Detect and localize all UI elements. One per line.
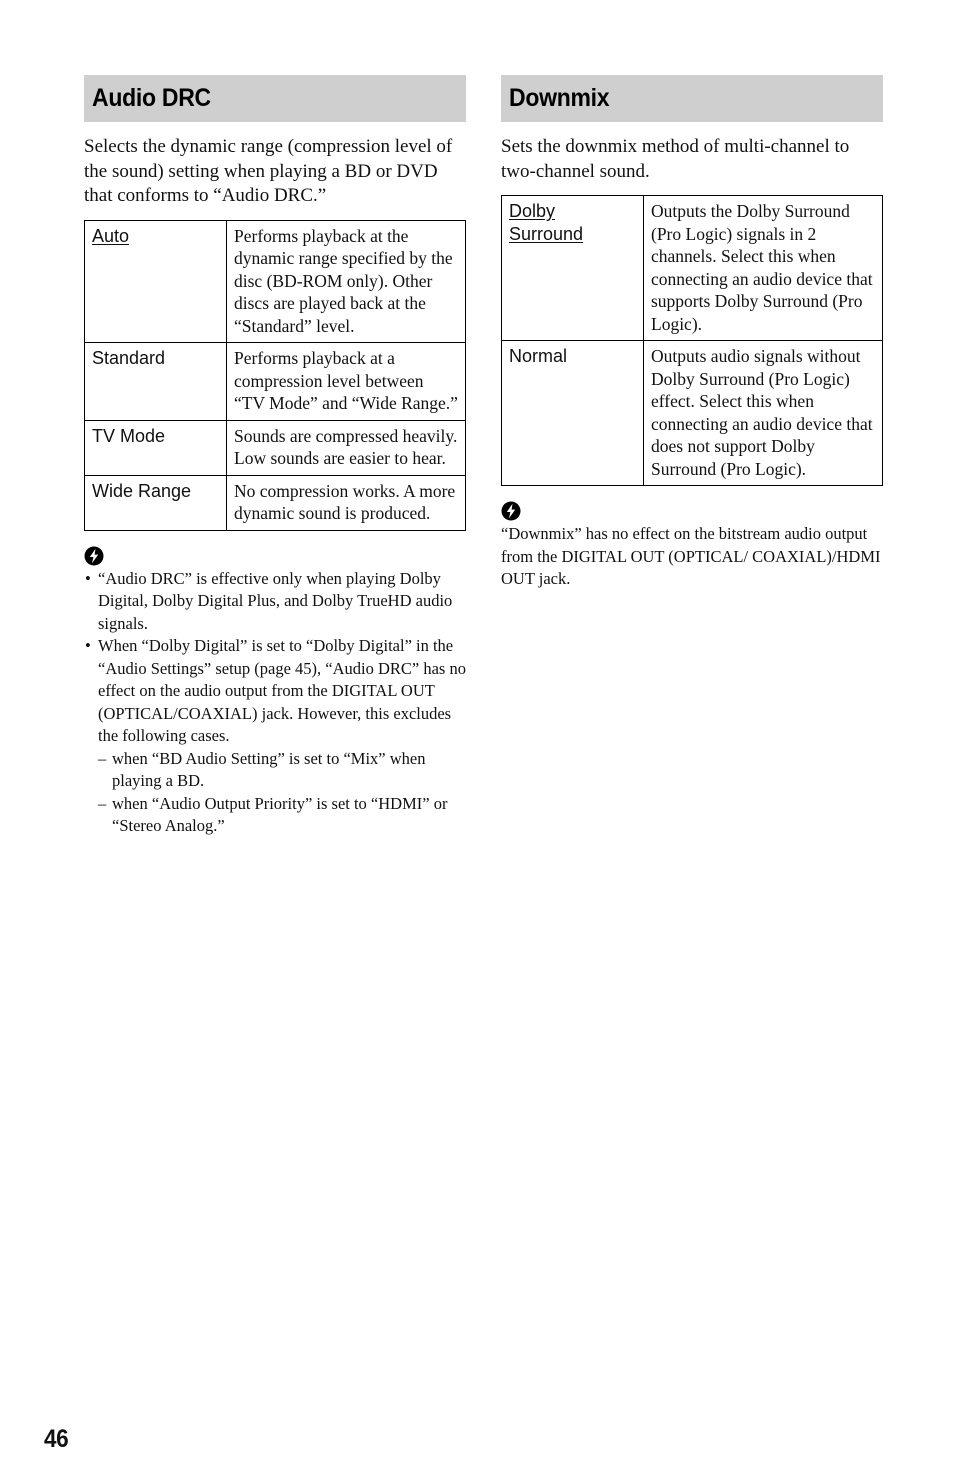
audio-drc-section — [84, 75, 466, 838]
option-description: Outputs audio signals without Dolby Surround (Pro Logic) effect. Select this when connecting an audio device that does not support Dolby Surround (Pro Logic). — [644, 341, 883, 486]
table-row — [85, 220, 466, 343]
audio-drc-notes — [84, 568, 466, 838]
table-row — [85, 420, 466, 475]
option-description: No compression works. A more dynamic sound is produced. — [227, 475, 466, 530]
audio-drc-options-table — [84, 220, 466, 531]
audio-drc-subnotes — [98, 748, 466, 838]
option-term: TV Mode — [85, 420, 227, 475]
table-row — [85, 475, 466, 530]
list-item — [84, 635, 466, 838]
note-text: When “Dolby Digital” is set to “Dolby Digital” in the “Audio Settings” setup (page 45), “Audio DRC” has no effect on the audio output from the DIGITAL OUT (OPTICAL/COAXIAL) jack. However, this excludes the following cases. — [98, 636, 466, 745]
table-row — [502, 341, 883, 486]
option-description: Sounds are compressed heavily. Low sounds are easier to hear. — [227, 420, 466, 475]
tip-icon — [501, 501, 521, 521]
page-number: 46 — [44, 1425, 69, 1453]
audio-drc-intro: Selects the dynamic range (compression level of the sound) setting when playing a BD or DVD that conforms to “Audio DRC.” — [84, 136, 453, 206]
table-row — [85, 343, 466, 421]
downmix-header — [501, 75, 883, 122]
audio-drc-title: Audio DRC — [92, 84, 211, 112]
option-description: Outputs the Dolby Surround (Pro Logic) signals in 2 channels. Select this when connecting an audio device that supports Dolby Surround (Pro Logic). — [644, 196, 883, 341]
audio-drc-header — [84, 75, 466, 122]
option-term: Dolby Surround — [502, 196, 644, 341]
downmix-section — [501, 75, 883, 591]
option-description: Performs playback at a compression level between “TV Mode” and “Wide Range.” — [227, 343, 466, 421]
option-term: Standard — [85, 343, 227, 421]
option-description: Performs playback at the dynamic range specified by the disc (BD-ROM only). Other discs are played back at the “Standard” level. — [227, 220, 466, 343]
option-term: Normal — [502, 341, 644, 486]
tip-icon — [84, 546, 104, 566]
downmix-intro: Sets the downmix method of multi-channel to two-channel sound. — [501, 136, 850, 182]
list-item: • “Audio DRC” is effective only when playing Dolby Digital, Dolby Digital Plus, and Dolby TrueHD audio signals. — [84, 568, 466, 636]
downmix-title: Downmix — [509, 84, 610, 112]
list-item: – when “Audio Output Priority” is set to “HDMI” or “Stereo Analog.” — [98, 793, 466, 838]
option-term: Auto — [85, 220, 227, 343]
downmix-options-table — [501, 195, 883, 486]
table-row — [502, 196, 883, 341]
downmix-note: “Downmix” has no effect on the bitstream audio output from the DIGITAL OUT (OPTICAL/ COAXIAL)/HDMI OUT jack. — [501, 524, 881, 588]
option-term: Wide Range — [85, 475, 227, 530]
list-item: – when “BD Audio Setting” is set to “Mix” when playing a BD. — [98, 748, 466, 793]
